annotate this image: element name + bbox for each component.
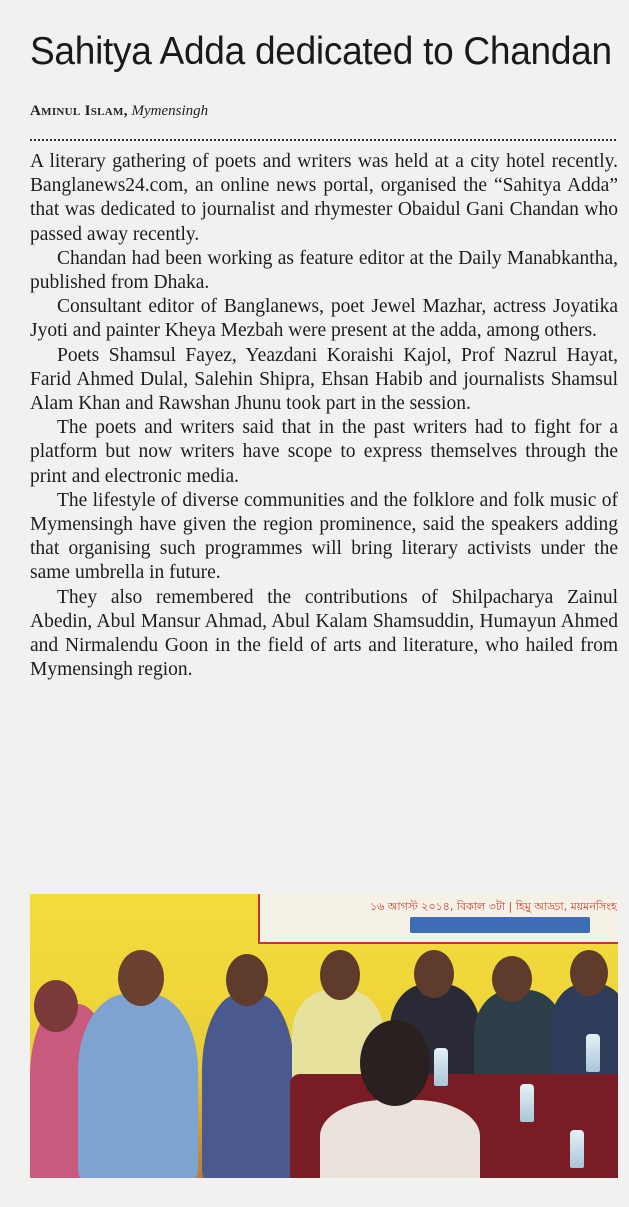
banner-stripe: [410, 917, 590, 933]
person-head: [118, 950, 164, 1006]
person-head: [414, 950, 454, 998]
person-foreground: [320, 1100, 480, 1178]
person-head: [34, 980, 78, 1032]
paragraph: Chandan had been working as feature editor at the Daily Manabkantha, published from Dhaka.: [30, 247, 618, 294]
person-head: [360, 1020, 430, 1106]
paragraph: Poets Shamsul Fayez, Yeazdani Koraishi Kajol, Prof Nazrul Hayat, Farid Ahmed Dulal, Salehin Shipra, Ehsan Habib and journalists Shamsul Alam Khan and Rawshan Jhunu took part in the session.: [30, 344, 618, 415]
byline: [30, 100, 208, 122]
banner-text: ১৬ আগস্ট ২০১৪, বিকাল ৩টা | হিমু আড্ডা, ময়মনসিংহ: [370, 900, 617, 913]
dotted-divider: [30, 139, 616, 141]
author-name: Aminul Islam,: [30, 103, 128, 119]
paragraph: The poets and writers said that in the past writers had to fight for a platform but now writers have scope to express themselves through the print and electronic media.: [30, 417, 618, 487]
water-bottle: [520, 1084, 534, 1122]
paragraph: Consultant editor of Banglanews, poet Jewel Mazhar, actress Joyatika Jyoti and painter Kheya Mezbah were present at the adda, among others.: [30, 296, 618, 342]
person-elder: [78, 994, 198, 1178]
person-head: [492, 956, 532, 1002]
person-head: [570, 950, 608, 996]
paragraph: They also remembered the contributions of Shilpacharya Zainul Abedin, Abul Mansur Ahmad, Abul Kalam Shamsuddin, Humayun Ahmed and Nirmalendu Goon in the field of arts and literature, who hailed from Mymensingh region.: [30, 586, 618, 681]
headline: Sahitya Adda dedicated to Chandan: [30, 30, 612, 73]
paragraph: The lifestyle of diverse communities and the folklore and folk music of Mymensingh have given the region prominence, said the speakers adding that organising such programmes will bring literary activists under the same umbrella in future.: [30, 489, 618, 584]
person-head: [226, 954, 268, 1006]
article-body: [30, 150, 618, 682]
water-bottle: [570, 1130, 584, 1168]
event-banner: [258, 894, 618, 944]
event-photo: [30, 894, 618, 1178]
water-bottle: [434, 1048, 448, 1086]
paragraph: A literary gathering of poets and writers was held at a city hotel recently. Banglanews24.com, an online news portal, organised the “Sahitya Adda” that was dedicated to journalist and rhymester Obaidul Gani Chandan who passed away recently.: [30, 151, 618, 245]
author-location: Mymensingh: [131, 103, 209, 119]
person-batik-shirt: [202, 994, 294, 1178]
person-head: [320, 950, 360, 1000]
water-bottle: [586, 1034, 600, 1072]
